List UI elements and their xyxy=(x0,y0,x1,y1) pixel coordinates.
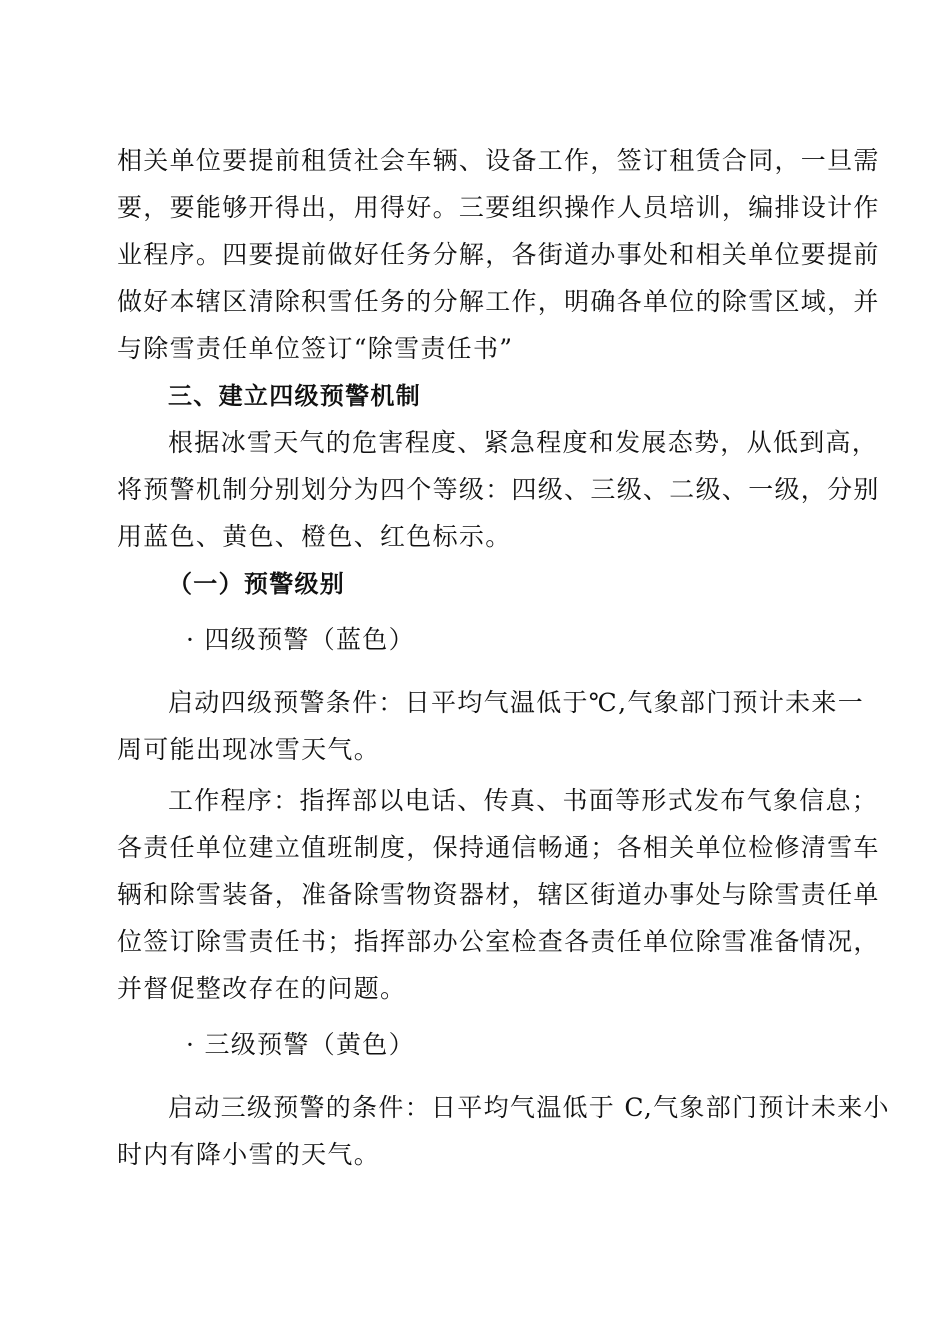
paragraph-line: 业程序。四要提前做好任务分解，各街道办事处和相关单位要提前 xyxy=(117,240,880,269)
paragraph-line: 各责任单位建立值班制度，保持通信畅通；各相关单位检修清雪车 xyxy=(117,833,880,862)
paragraph-line: 做好本辖区清除积雪任务的分解工作，明确各单位的除雪区域，并 xyxy=(117,287,880,316)
paragraph-line: 工作程序：指挥部以电话、传真、书面等形式发布气象信息； xyxy=(168,786,879,815)
paragraph-line: 启动四级预警条件：日平均气温低于℃,气象部门预计未来一 xyxy=(168,688,865,717)
subsection-heading: （一）预警级别 xyxy=(168,570,346,598)
paragraph-line: 根据冰雪天气的危害程度、紧急程度和发展态势，从低到高， xyxy=(168,428,879,457)
paragraph-line: 与除雪责任单位签订“除雪责任书” xyxy=(117,334,514,363)
paragraph-line: 时内有降小雪的天气。 xyxy=(117,1140,381,1169)
bullet-item: · 四级预警（蓝色） xyxy=(186,625,415,654)
paragraph-line: 用蓝色、黄色、橙色、红色标示。 xyxy=(117,522,512,551)
paragraph-line: 相关单位要提前租赁社会车辆、设备工作，签订租赁合同，一旦需 xyxy=(117,146,880,175)
paragraph-line: 将预警机制分别划分为四个等级：四级、三级、二级、一级，分别 xyxy=(117,475,880,504)
paragraph-line: 启动三级预警的条件：日平均气温低于 C,气象部门预计未来小 xyxy=(168,1093,890,1122)
section-heading: 三、建立四级预警机制 xyxy=(168,382,421,410)
paragraph-line: 周可能出现冰雪天气。 xyxy=(117,735,381,764)
paragraph-line: 要，要能够开得出，用得好。三要组织操作人员培训，编排设计作 xyxy=(117,193,880,222)
paragraph-line: 并督促整改存在的问题。 xyxy=(117,974,407,1003)
paragraph-line: 辆和除雪装备，准备除雪物资器材，辖区街道办事处与除雪责任单 xyxy=(117,880,880,909)
paragraph-line: 位签订除雪责任书；指挥部办公室检查各责任单位除雪准备情况， xyxy=(117,927,880,956)
bullet-item: · 三级预警（黄色） xyxy=(186,1030,415,1059)
